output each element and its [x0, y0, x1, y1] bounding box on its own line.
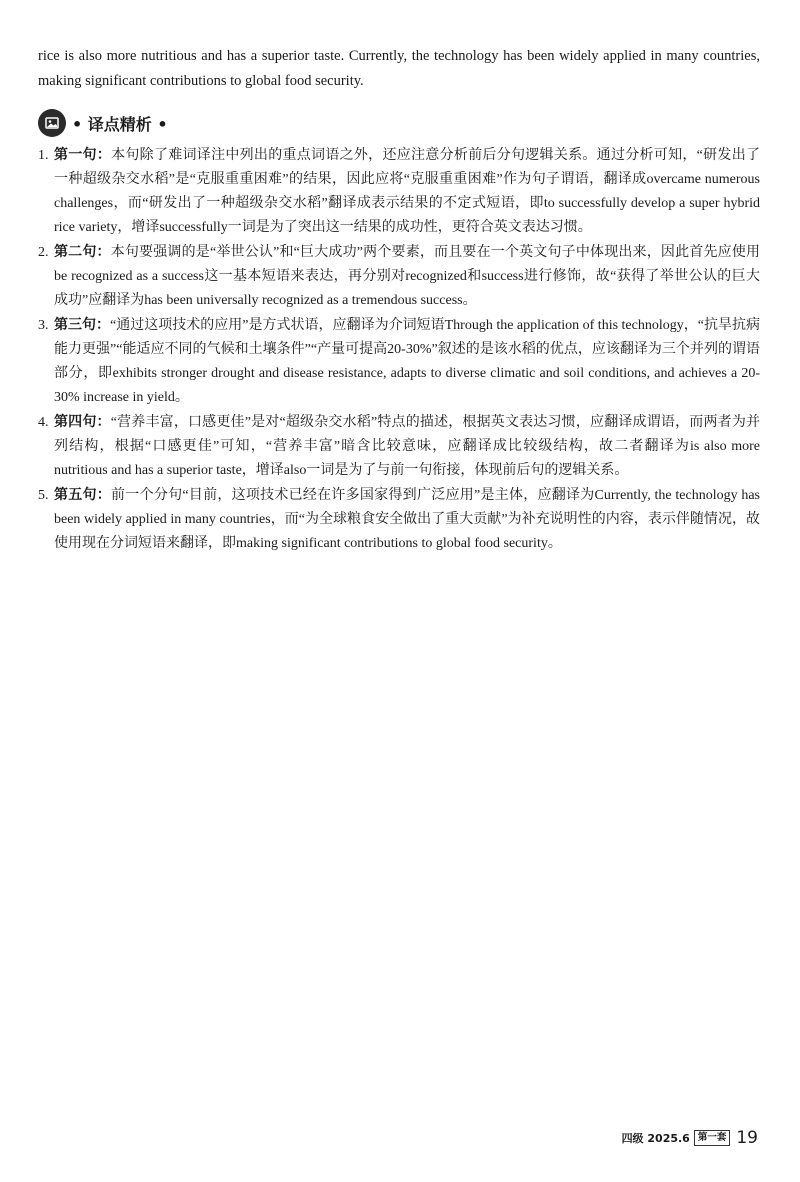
- note-lead: 第三句：: [54, 318, 111, 333]
- translation-notes-list: [38, 144, 760, 556]
- document-page: [38, 44, 760, 557]
- note-lead: 第五句：: [54, 488, 112, 503]
- note-text: “通过这项技术的应用”是方式状语，应翻译为介词短语Through the application of this technology，“抗旱抗病能力更强”“能适应不同的气候和土壤条件”“产量可提高20-30%”叙述的是该水稻的优点，应该翻译为三个并列的谓语部分，即exhibits stronger drought and disease resistance, adapts to diverse climatic and soil conditions, and achieves a 20-30% increase in yield。: [54, 318, 760, 405]
- image-icon: [38, 109, 66, 137]
- note-number: 1.: [38, 148, 49, 163]
- note-text: 前一个分句“目前，这项技术已经在许多国家得到广泛应用”是主体，应翻译为Currently, the technology has been widely applied in many countries，而“为全球粮食安全做出了重大贡献”为补充说明性的内容，表示伴随情况，故使用现在分词短语来翻译，即making significant contributions to global food security。: [54, 488, 761, 551]
- note-item: [38, 484, 760, 556]
- intro-paragraph: rice is also more nutritious and has a superior taste. Currently, the technology has been widely applied in many countries, making significant contributions to global food security.: [38, 48, 760, 89]
- note-number: 4.: [38, 415, 49, 430]
- note-item: [38, 241, 760, 313]
- note-lead: 第一句：: [54, 148, 112, 163]
- note-lead: 第二句：: [54, 245, 111, 260]
- note-text: 本句除了难词译注中列出的重点词语之外，还应注意分析前后分句逻辑关系。通过分析可知，“研发出了一种超级杂交水稻”是“克服重重困难”的结果，因此应将“克服重重困难”作为句子谓语，翻译成overcame numerous challenges，而“研发出了一种超级杂交水稻”翻译成表示结果的不定式短语，即to successfully develop a super hybrid rice variety，增译successfully一词是为了突出这一结果的成功性，更符合英文表达习惯。: [54, 148, 760, 235]
- note-item: [38, 314, 760, 410]
- note-item: [38, 144, 760, 240]
- note-item: [38, 411, 760, 483]
- note-number: 3.: [38, 318, 49, 333]
- set-badge: 第一套: [694, 1130, 731, 1146]
- page-number: 19: [736, 1128, 758, 1148]
- note-lead: 第四句：: [54, 415, 111, 430]
- note-number: 2.: [38, 245, 49, 260]
- note-number: 5.: [38, 488, 49, 503]
- section-header: [38, 108, 760, 138]
- page-footer: [622, 1128, 758, 1148]
- note-text: “营养丰富，口感更佳”是对“超级杂交水稻”特点的描述，根据英文表达习惯，应翻译成谓语，而两者为并列结构，根据“口感更佳”可知，“营养丰富”暗含比较意味，应翻译成比较级结构，故二者翻译为is also more nutritious and has a superior taste，增译also一词是为了与前一句衔接，体现前后句的逻辑关系。: [54, 415, 760, 478]
- note-text: 本句要强调的是“举世公认”和“巨大成功”两个要素，而且要在一个英文句子中体现出来，因此首先应使用be recognized as a success这一基本短语来表达，再分别对recognized和success进行修饰，故“获得了举世公认的巨大成功”应翻译为has been universally recognized as a tremendous success。: [54, 245, 760, 308]
- issue-label: 四级 2025.6: [621, 1132, 690, 1145]
- section-title: • 译点精析 •: [72, 114, 168, 134]
